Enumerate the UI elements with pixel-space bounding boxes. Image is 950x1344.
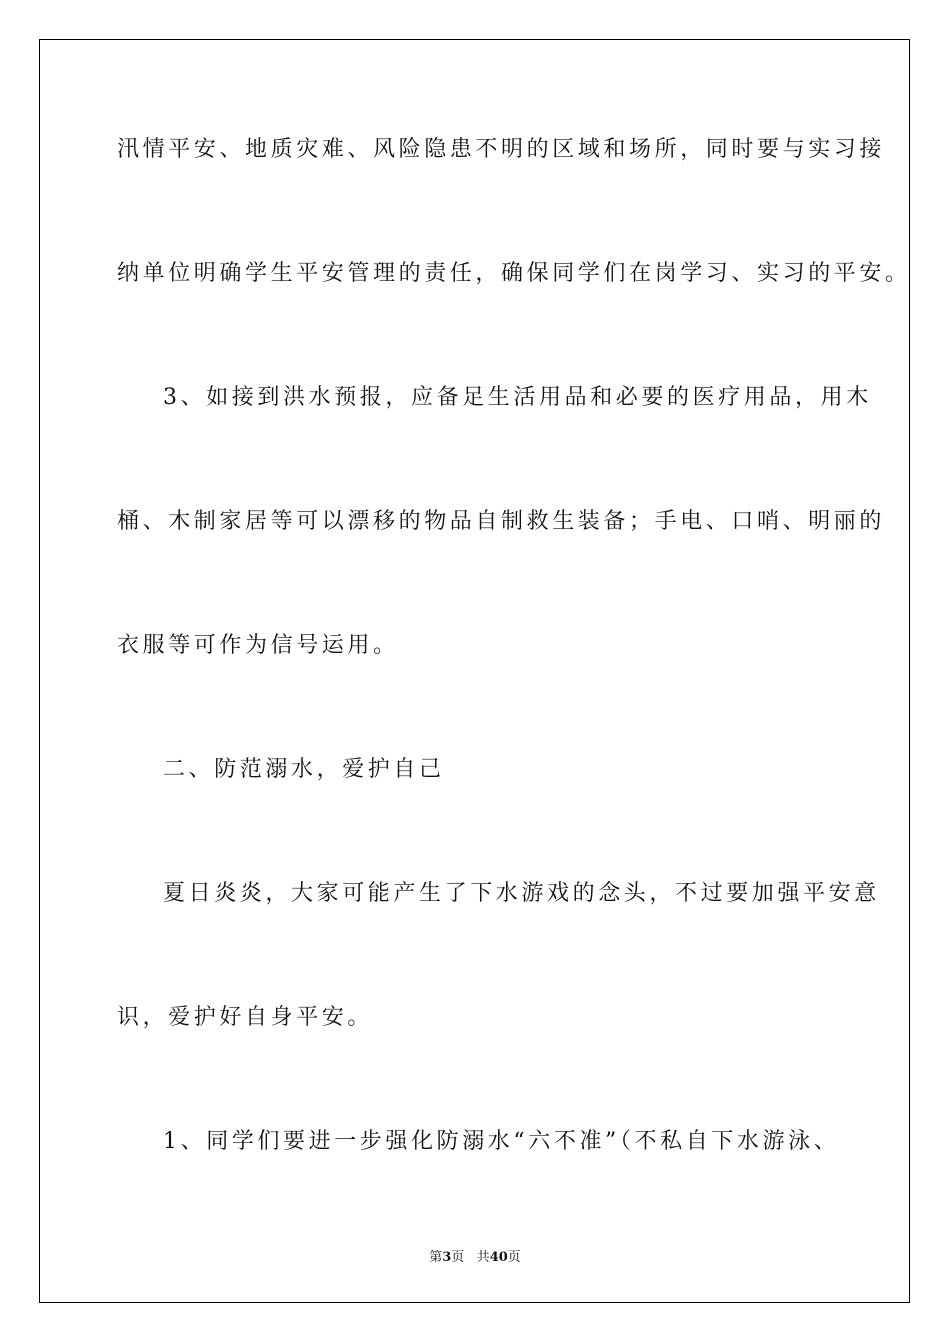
page-border — [39, 39, 910, 1303]
paragraph-line-4: 桶、木制家居等可以漂移的物品自制救生装备；手电、口哨、明丽的 — [117, 509, 886, 534]
page-number: 3 — [442, 1250, 452, 1265]
paragraph-line-2: 纳单位明确学生平安管理的责任，确保同学们在岗学习、实习的平安。 — [117, 261, 911, 286]
total-prefix: 共 — [476, 1250, 490, 1265]
paragraph-line-3: 3、如接到洪水预报，应备足生活用品和必要的医疗用品，用木 — [163, 385, 872, 410]
total-pages: 40 — [489, 1250, 508, 1265]
paragraph-line-7: 夏日炎炎，大家可能产生了下水游戏的念头，不过要加强平安意 — [163, 881, 880, 906]
page-suffix: 页 — [451, 1250, 465, 1265]
paragraph-line-9: 1、同学们要进一步强化防溺水“六不准”（不私自下水游泳、 — [163, 1129, 840, 1154]
section-heading: 二、防范溺水，爱护自己 — [163, 757, 445, 782]
paragraph-line-5: 衣服等可作为信号运用。 — [117, 633, 399, 658]
paragraph-line-8: 识，爱护好自身平安。 — [117, 1005, 374, 1030]
paragraph-line-1: 汛情平安、地质灾难、风险隐患不明的区域和场所，同时要与实习接 — [117, 137, 886, 162]
page-prefix: 第 — [429, 1250, 443, 1265]
total-suffix: 页 — [507, 1250, 521, 1265]
page-footer — [0, 1246, 950, 1265]
